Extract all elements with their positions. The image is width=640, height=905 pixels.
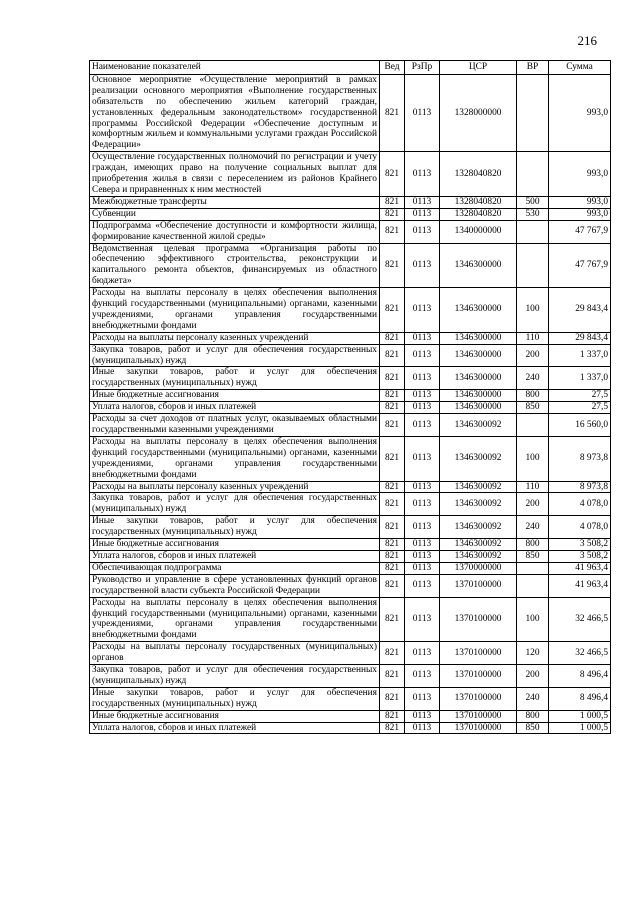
- cell-name: Расходы на выплаты персоналу государственных (муниципальных) органов: [90, 642, 380, 665]
- cell-ved: 821: [380, 220, 405, 243]
- table-row: [90, 390, 611, 402]
- cell-vr: 530: [517, 208, 549, 220]
- cell-vr: 800: [517, 539, 549, 551]
- table-row: [90, 493, 611, 516]
- cell-csr: 1346300000: [440, 332, 517, 344]
- cell-sum: 1 337,0: [549, 344, 611, 367]
- table-row: [90, 665, 611, 688]
- cell-ved: 821: [380, 332, 405, 344]
- cell-ved: 821: [380, 436, 405, 481]
- table-row: [90, 152, 611, 197]
- header-sum: Сумма: [549, 61, 611, 75]
- cell-csr: 1346300000: [440, 390, 517, 402]
- cell-rzpr: 0113: [405, 367, 440, 390]
- cell-csr: 1346300092: [440, 539, 517, 551]
- cell-ved: 821: [380, 642, 405, 665]
- cell-sum: 8 973,8: [549, 481, 611, 493]
- cell-vr: 110: [517, 481, 549, 493]
- cell-name: Межбюджетные трансферты: [90, 196, 380, 208]
- cell-rzpr: 0113: [405, 344, 440, 367]
- table-row: [90, 332, 611, 344]
- cell-ved: 821: [380, 367, 405, 390]
- table-row: [90, 220, 611, 243]
- table-row: [90, 288, 611, 333]
- cell-ved: 821: [380, 288, 405, 333]
- cell-rzpr: 0113: [405, 332, 440, 344]
- cell-vr: [517, 574, 549, 597]
- cell-csr: 1370100000: [440, 597, 517, 642]
- cell-rzpr: 0113: [405, 208, 440, 220]
- table-header-row: [90, 61, 611, 75]
- cell-sum: 4 078,0: [549, 516, 611, 539]
- cell-sum: 3 508,2: [549, 539, 611, 551]
- cell-rzpr: 0113: [405, 550, 440, 562]
- cell-sum: 27,5: [549, 390, 611, 402]
- cell-csr: 1346300092: [440, 550, 517, 562]
- table-row: [90, 243, 611, 288]
- cell-sum: 29 843,4: [549, 332, 611, 344]
- cell-rzpr: 0113: [405, 493, 440, 516]
- cell-csr: 1370000000: [440, 562, 517, 574]
- cell-sum: 8 496,4: [549, 687, 611, 710]
- cell-csr: 1346300000: [440, 344, 517, 367]
- page-number: 216: [577, 33, 597, 48]
- cell-rzpr: 0113: [405, 574, 440, 597]
- cell-csr: 1346300000: [440, 402, 517, 414]
- cell-ved: 821: [380, 402, 405, 414]
- header-ved: Вед: [380, 61, 405, 75]
- cell-ved: 821: [380, 597, 405, 642]
- cell-name: Закупка товаров, работ и услуг для обеспечения государственных (муниципальных) нужд: [90, 665, 380, 688]
- cell-vr: [517, 414, 549, 437]
- cell-rzpr: 0113: [405, 687, 440, 710]
- cell-vr: 200: [517, 344, 549, 367]
- cell-rzpr: 0113: [405, 390, 440, 402]
- cell-rzpr: 0113: [405, 74, 440, 151]
- cell-sum: 3 508,2: [549, 550, 611, 562]
- header-rzpr: РзПр: [405, 61, 440, 75]
- cell-vr: 500: [517, 196, 549, 208]
- cell-name: Иные закупки товаров, работ и услуг для обеспечения государственных (муниципальных) нужд: [90, 687, 380, 710]
- cell-sum: 16 560,0: [549, 414, 611, 437]
- table-row: [90, 597, 611, 642]
- cell-rzpr: 0113: [405, 436, 440, 481]
- cell-csr: 1346300092: [440, 436, 517, 481]
- cell-name: Подпрограмма «Обеспечение доступности и комфортности жилища, формирование качественной жилой среды»: [90, 220, 380, 243]
- cell-sum: 993,0: [549, 196, 611, 208]
- cell-sum: 993,0: [549, 208, 611, 220]
- cell-sum: 41 963,4: [549, 562, 611, 574]
- cell-ved: 821: [380, 152, 405, 197]
- cell-name: Закупка товаров, работ и услуг для обеспечения государственных (муниципальных) нужд: [90, 493, 380, 516]
- cell-vr: 800: [517, 710, 549, 722]
- cell-rzpr: 0113: [405, 597, 440, 642]
- cell-name: Расходы на выплаты персоналу в целях обеспечения выполнения функций государственными (муниципальными) органами, казенными учреждениями, органами управления государственными внебюджетными фондами: [90, 288, 380, 333]
- cell-ved: 821: [380, 74, 405, 151]
- cell-csr: 1340000000: [440, 220, 517, 243]
- cell-csr: 1346300092: [440, 414, 517, 437]
- cell-name: Иные бюджетные ассигнования: [90, 539, 380, 551]
- table-row: [90, 208, 611, 220]
- cell-rzpr: 0113: [405, 642, 440, 665]
- cell-ved: 821: [380, 574, 405, 597]
- cell-ved: 821: [380, 539, 405, 551]
- table-row: [90, 722, 611, 734]
- cell-ved: 821: [380, 710, 405, 722]
- table-row: [90, 550, 611, 562]
- cell-vr: 120: [517, 642, 549, 665]
- cell-rzpr: 0113: [405, 722, 440, 734]
- cell-rzpr: 0113: [405, 539, 440, 551]
- cell-rzpr: 0113: [405, 665, 440, 688]
- header-csr: ЦСР: [440, 61, 517, 75]
- cell-vr: 850: [517, 550, 549, 562]
- cell-csr: 1370100000: [440, 710, 517, 722]
- cell-vr: [517, 152, 549, 197]
- cell-vr: 240: [517, 367, 549, 390]
- table-row: [90, 74, 611, 151]
- cell-rzpr: 0113: [405, 414, 440, 437]
- cell-sum: 1 000,5: [549, 710, 611, 722]
- table-row: [90, 562, 611, 574]
- cell-sum: 27,5: [549, 402, 611, 414]
- cell-name: Расходы за счет доходов от платных услуг, оказываемых областными государственными казенными учреждениями: [90, 414, 380, 437]
- cell-vr: [517, 562, 549, 574]
- table-row: [90, 436, 611, 481]
- budget-table: [89, 60, 611, 734]
- cell-rzpr: 0113: [405, 710, 440, 722]
- cell-name: Иные бюджетные ассигнования: [90, 710, 380, 722]
- cell-ved: 821: [380, 687, 405, 710]
- cell-vr: 100: [517, 436, 549, 481]
- cell-rzpr: 0113: [405, 196, 440, 208]
- table-row: [90, 367, 611, 390]
- cell-csr: 1370100000: [440, 642, 517, 665]
- cell-rzpr: 0113: [405, 516, 440, 539]
- cell-rzpr: 0113: [405, 562, 440, 574]
- cell-sum: 1 337,0: [549, 367, 611, 390]
- cell-ved: 821: [380, 550, 405, 562]
- table-row: [90, 574, 611, 597]
- cell-ved: 821: [380, 414, 405, 437]
- table-row: [90, 516, 611, 539]
- cell-vr: [517, 74, 549, 151]
- table-row: [90, 687, 611, 710]
- cell-vr: 240: [517, 516, 549, 539]
- table-row: [90, 642, 611, 665]
- cell-name: Субвенции: [90, 208, 380, 220]
- cell-name: Иные закупки товаров, работ и услуг для обеспечения государственных (муниципальных) нужд: [90, 516, 380, 539]
- table-row: [90, 710, 611, 722]
- cell-vr: 100: [517, 288, 549, 333]
- cell-sum: 1 000,5: [549, 722, 611, 734]
- cell-ved: 821: [380, 493, 405, 516]
- cell-name: Уплата налогов, сборов и иных платежей: [90, 722, 380, 734]
- cell-ved: 821: [380, 390, 405, 402]
- table-row: [90, 402, 611, 414]
- cell-vr: 850: [517, 722, 549, 734]
- cell-rzpr: 0113: [405, 220, 440, 243]
- cell-name: Ведомственная целевая программа «Организация работы по обеспечению эффективного строительства, реконструкции и капитального ремонта объектов, финансируемых из областного бюджета»: [90, 243, 380, 288]
- cell-name: Расходы на выплаты персоналу в целях обеспечения выполнения функций государственными (муниципальными) органами, казенными учреждениями, органами управления государственными внебюджетными фондами: [90, 597, 380, 642]
- cell-sum: 47 767,9: [549, 243, 611, 288]
- cell-vr: 200: [517, 493, 549, 516]
- cell-sum: 8 973,8: [549, 436, 611, 481]
- cell-vr: [517, 243, 549, 288]
- cell-name: Обеспечивающая подпрограмма: [90, 562, 380, 574]
- cell-vr: 850: [517, 402, 549, 414]
- cell-sum: 32 466,5: [549, 642, 611, 665]
- cell-csr: 1328000000: [440, 74, 517, 151]
- cell-sum: 993,0: [549, 74, 611, 151]
- header-name: Наименование показателей: [90, 61, 380, 75]
- cell-sum: 47 767,9: [549, 220, 611, 243]
- cell-rzpr: 0113: [405, 288, 440, 333]
- cell-csr: 1328040820: [440, 152, 517, 197]
- table-row: [90, 539, 611, 551]
- cell-rzpr: 0113: [405, 152, 440, 197]
- cell-sum: 8 496,4: [549, 665, 611, 688]
- cell-csr: 1370100000: [440, 687, 517, 710]
- cell-csr: 1346300092: [440, 493, 517, 516]
- cell-ved: 821: [380, 344, 405, 367]
- cell-vr: 110: [517, 332, 549, 344]
- cell-csr: 1346300092: [440, 516, 517, 539]
- cell-rzpr: 0113: [405, 402, 440, 414]
- header-vr: ВР: [517, 61, 549, 75]
- cell-vr: 240: [517, 687, 549, 710]
- cell-name: Иные закупки товаров, работ и услуг для обеспечения государственных (муниципальных) нужд: [90, 367, 380, 390]
- cell-csr: 1346300000: [440, 367, 517, 390]
- cell-rzpr: 0113: [405, 481, 440, 493]
- cell-ved: 821: [380, 243, 405, 288]
- table-row: [90, 481, 611, 493]
- cell-csr: 1346300000: [440, 243, 517, 288]
- cell-ved: 821: [380, 208, 405, 220]
- cell-sum: 32 466,5: [549, 597, 611, 642]
- cell-csr: 1328040820: [440, 208, 517, 220]
- cell-csr: 1328040820: [440, 196, 517, 208]
- cell-ved: 821: [380, 722, 405, 734]
- cell-sum: 993,0: [549, 152, 611, 197]
- cell-name: Иные бюджетные ассигнования: [90, 390, 380, 402]
- cell-csr: 1370100000: [440, 722, 517, 734]
- cell-ved: 821: [380, 665, 405, 688]
- cell-csr: 1346300000: [440, 288, 517, 333]
- cell-name: Закупка товаров, работ и услуг для обеспечения государственных (муниципальных) нужд: [90, 344, 380, 367]
- cell-sum: 41 963,4: [549, 574, 611, 597]
- cell-ved: 821: [380, 516, 405, 539]
- cell-ved: 821: [380, 196, 405, 208]
- cell-vr: 200: [517, 665, 549, 688]
- cell-name: Уплата налогов, сборов и иных платежей: [90, 402, 380, 414]
- cell-vr: 100: [517, 597, 549, 642]
- cell-vr: 800: [517, 390, 549, 402]
- cell-ved: 821: [380, 481, 405, 493]
- cell-csr: 1370100000: [440, 574, 517, 597]
- table-row: [90, 344, 611, 367]
- cell-name: Руководство и управление в сфере установленных функций органов государственной власти субъекта Российской Федерации: [90, 574, 380, 597]
- cell-ved: 821: [380, 562, 405, 574]
- cell-name: Расходы на выплаты персоналу в целях обеспечения выполнения функций государственными (муниципальными) органами, казенными учреждениями, органами управления государственными внебюджетными фондами: [90, 436, 380, 481]
- table-row: [90, 414, 611, 437]
- cell-name: Расходы на выплаты персоналу казенных учреждений: [90, 332, 380, 344]
- cell-name: Осуществление государственных полномочий по регистрации и учету граждан, имеющих право на получение социальных выплат для приобретения жилья в связи с переселением из районов Крайнего Севера и приравненных к ним местностей: [90, 152, 380, 197]
- cell-rzpr: 0113: [405, 243, 440, 288]
- cell-name: Уплата налогов, сборов и иных платежей: [90, 550, 380, 562]
- cell-csr: 1346300092: [440, 481, 517, 493]
- cell-vr: [517, 220, 549, 243]
- cell-name: Расходы на выплаты персоналу казенных учреждений: [90, 481, 380, 493]
- cell-csr: 1370100000: [440, 665, 517, 688]
- cell-sum: 29 843,4: [549, 288, 611, 333]
- cell-sum: 4 078,0: [549, 493, 611, 516]
- cell-name: Основное мероприятие «Осуществление мероприятий в рамках реализации основного мероприятия «Выполнение государственных обязательств по обеспечению жильем категорий граждан, установленных федеральным законодательством» государственной программы Российской Федерации «Обеспечение доступным и комфортным жильем и коммунальными услугами граждан Российской Федерации»: [90, 74, 380, 151]
- table-row: [90, 196, 611, 208]
